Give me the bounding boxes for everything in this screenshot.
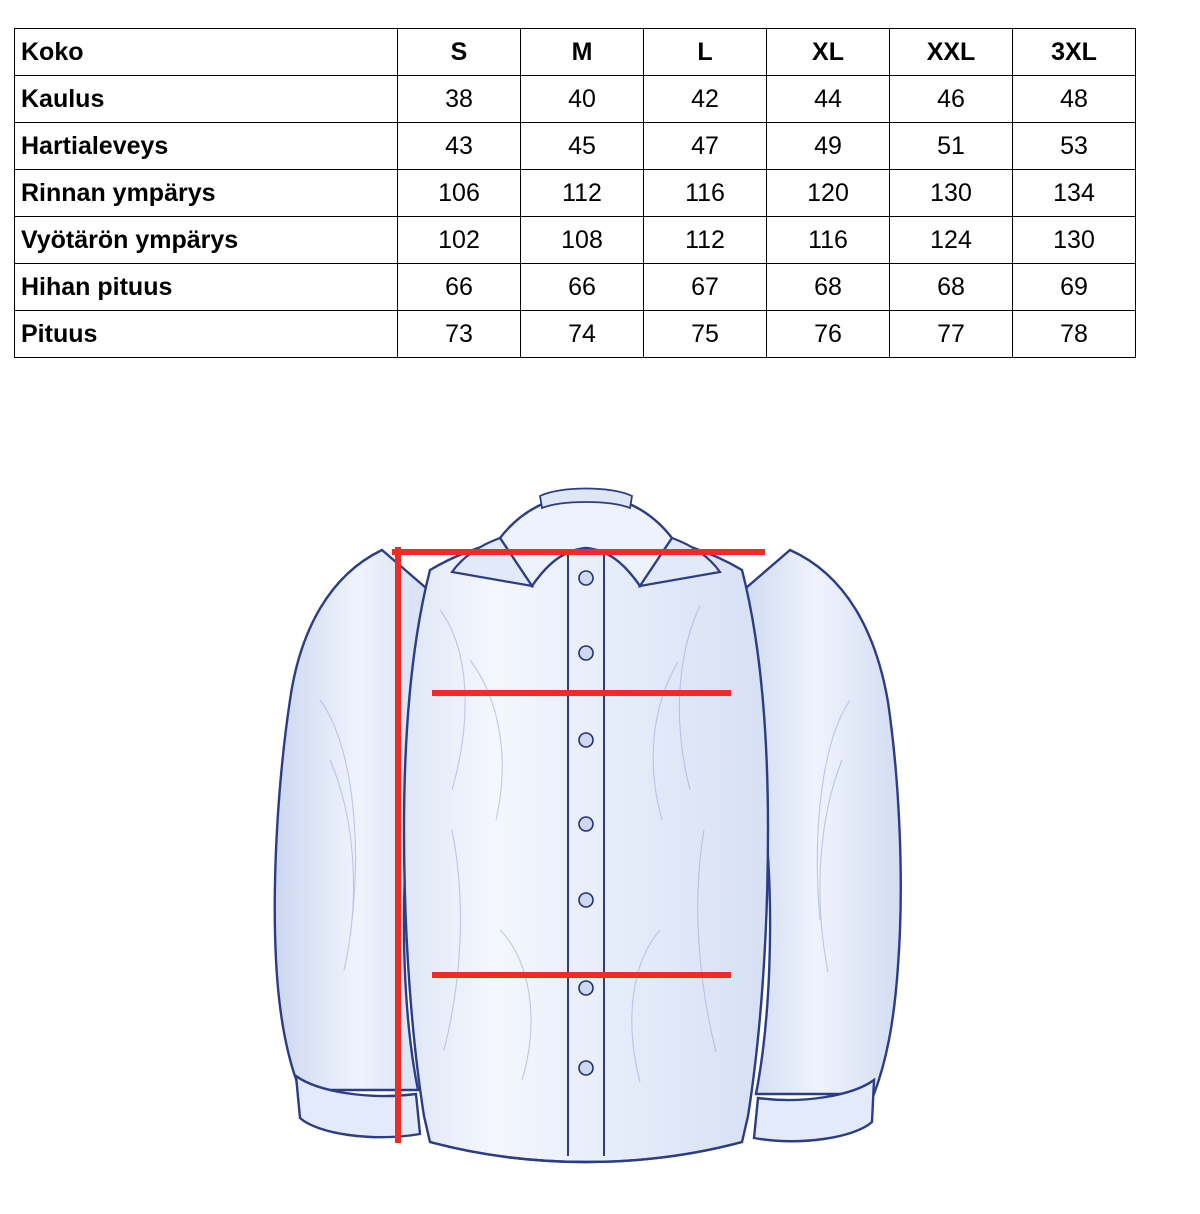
cell-rinnan-ymparys-m: 112 <box>521 170 644 217</box>
cell-hihan-pituus-xxl: 68 <box>890 264 1013 311</box>
shirt-button <box>579 981 593 995</box>
cell-hihan-pituus-l: 67 <box>644 264 767 311</box>
cell-vyotaron-ymparys-xxl: 124 <box>890 217 1013 264</box>
shirt-button <box>579 817 593 831</box>
cell-pituus-xxl: 77 <box>890 311 1013 358</box>
cell-hartialeveys-3xl: 53 <box>1013 123 1136 170</box>
cell-hartialeveys-xl: 49 <box>767 123 890 170</box>
shirt-button <box>579 571 593 585</box>
shirt-button <box>579 893 593 907</box>
table-row <box>15 217 1136 264</box>
cell-hartialeveys-l: 47 <box>644 123 767 170</box>
column-header-3xl: 3XL <box>1013 29 1136 76</box>
table-row <box>15 170 1136 217</box>
cell-kaulus-s: 38 <box>398 76 521 123</box>
cell-vyotaron-ymparys-xl: 116 <box>767 217 890 264</box>
table-row <box>15 264 1136 311</box>
size-chart-table <box>14 28 1136 358</box>
cell-pituus-3xl: 78 <box>1013 311 1136 358</box>
cell-hartialeveys-m: 45 <box>521 123 644 170</box>
table-row <box>15 76 1136 123</box>
cell-hartialeveys-s: 43 <box>398 123 521 170</box>
cell-rinnan-ymparys-s: 106 <box>398 170 521 217</box>
cell-kaulus-m: 40 <box>521 76 644 123</box>
row-label-pituus: Pituus <box>15 311 398 358</box>
column-header-koko: Koko <box>15 29 398 76</box>
cell-rinnan-ymparys-xxl: 130 <box>890 170 1013 217</box>
column-header-xl: XL <box>767 29 890 76</box>
table-header-row <box>15 29 1136 76</box>
table-header <box>15 29 1136 76</box>
cell-pituus-l: 75 <box>644 311 767 358</box>
row-label-rinnan-ymparys: Rinnan ympärys <box>15 170 398 217</box>
cell-kaulus-xl: 44 <box>767 76 890 123</box>
cell-hihan-pituus-s: 66 <box>398 264 521 311</box>
row-label-kaulus: Kaulus <box>15 76 398 123</box>
cell-kaulus-xxl: 46 <box>890 76 1013 123</box>
row-label-hartialeveys: Hartialeveys <box>15 123 398 170</box>
cell-vyotaron-ymparys-m: 108 <box>521 217 644 264</box>
column-header-m: M <box>521 29 644 76</box>
table-body <box>15 76 1136 358</box>
shirt-button <box>579 1061 593 1075</box>
size-chart-table-wrapper <box>14 28 1136 358</box>
cell-hihan-pituus-3xl: 69 <box>1013 264 1136 311</box>
cell-vyotaron-ymparys-3xl: 130 <box>1013 217 1136 264</box>
shirt-graphic <box>275 489 901 1163</box>
row-label-hihan-pituus: Hihan pituus <box>15 264 398 311</box>
column-header-l: L <box>644 29 767 76</box>
cell-vyotaron-ymparys-l: 112 <box>644 217 767 264</box>
cell-vyotaron-ymparys-s: 102 <box>398 217 521 264</box>
table-row <box>15 311 1136 358</box>
cell-rinnan-ymparys-xl: 120 <box>767 170 890 217</box>
cell-hihan-pituus-xl: 68 <box>767 264 890 311</box>
row-label-vyotaron-ymparys: Vyötärön ympärys <box>15 217 398 264</box>
column-header-s: S <box>398 29 521 76</box>
cell-pituus-m: 74 <box>521 311 644 358</box>
cell-rinnan-ymparys-l: 116 <box>644 170 767 217</box>
shirt-button <box>579 733 593 747</box>
cell-rinnan-ymparys-3xl: 134 <box>1013 170 1136 217</box>
cell-pituus-xl: 76 <box>767 311 890 358</box>
cell-hihan-pituus-m: 66 <box>521 264 644 311</box>
table-row <box>15 123 1136 170</box>
column-header-xxl: XXL <box>890 29 1013 76</box>
cell-kaulus-3xl: 48 <box>1013 76 1136 123</box>
cell-hartialeveys-xxl: 51 <box>890 123 1013 170</box>
cell-pituus-s: 73 <box>398 311 521 358</box>
shirt-button <box>579 646 593 660</box>
shirt-measurement-illustration <box>0 400 1200 1214</box>
cell-kaulus-l: 42 <box>644 76 767 123</box>
